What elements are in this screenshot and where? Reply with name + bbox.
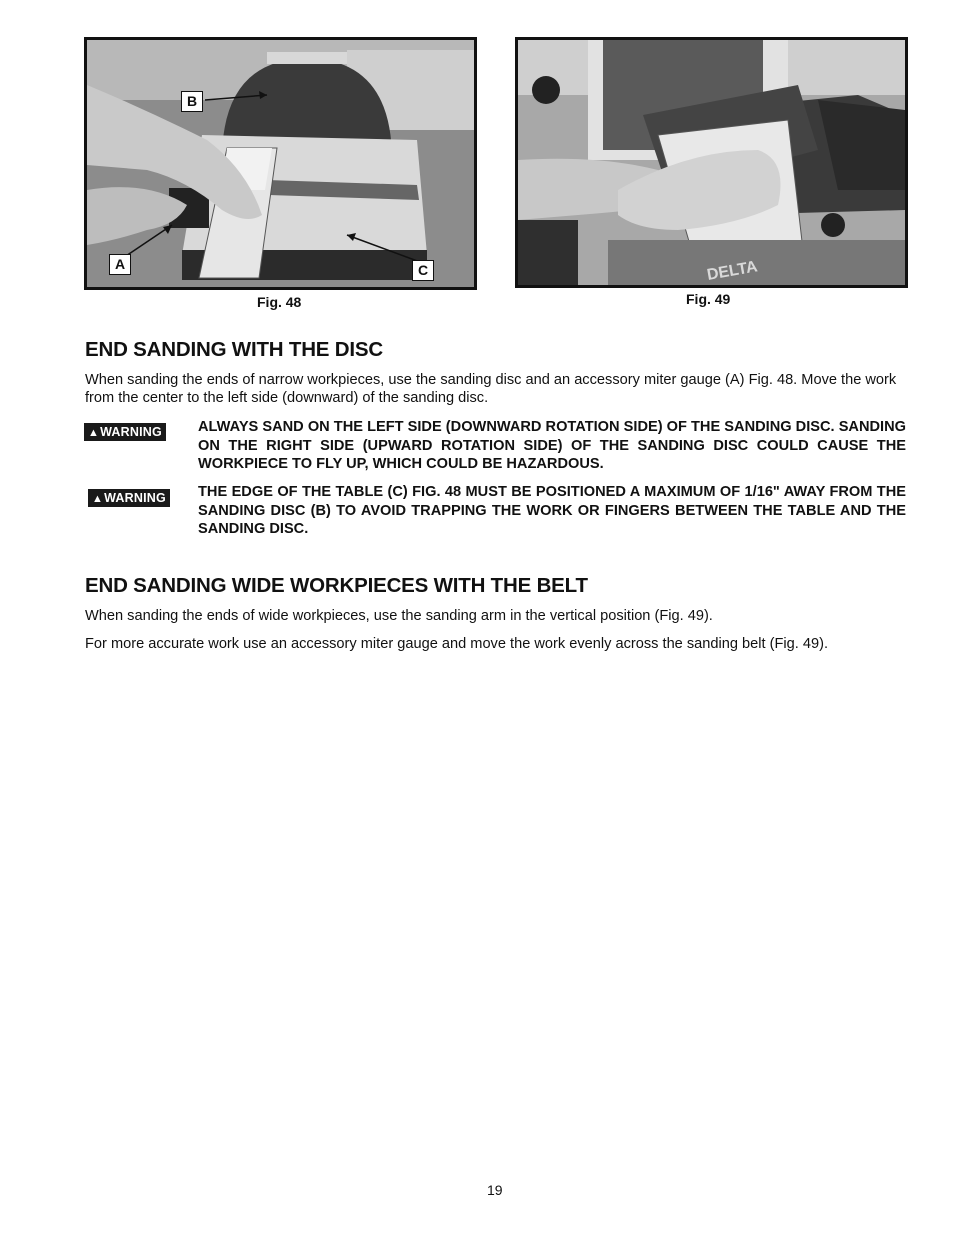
warning-badge-2 [88,489,170,507]
figure-48-caption: Fig. 48 [257,294,302,310]
warning-badge-label: WARNING [104,491,166,505]
delta-brand-mark: DELTA [705,258,759,284]
warning-badge-label: WARNING [100,425,162,439]
section-1-body: When sanding the ends of narrow workpieces, use the sanding disc and an accessory miter gauge (A) Fig. 48. Move the work from the center to the left side (downward) of the sanding disc. [85,372,897,406]
callout-b: B [181,91,203,112]
warning-triangle-icon: ▲ [88,427,100,439]
section-2-paragraph-2: For more accurate work use an accessory miter gauge and move the work evenly across the sanding belt (Fig. 49). [85,636,829,652]
warning-badge-1 [84,423,166,441]
section-2-paragraph-1: When sanding the ends of wide workpieces, use the sanding arm in the vertical position (Fig. 49). [85,608,713,624]
warning-text-1: ALWAYS SAND ON THE LEFT SIDE (DOWNWARD ROTATION SIDE) OF THE SANDING DISC. SANDING ON THE RIGHT SIDE (UPWARD ROTATION SIDE) OF THE SANDING DISC COULD CAUSE THE WORKPIECE TO FLY UP, WHICH COULD BE HAZARDOUS. [198,419,906,472]
figure-48-illustration [87,40,474,287]
callout-c: C [412,260,434,281]
figure-49-caption: Fig. 49 [686,291,731,307]
figure-49-illustration [518,40,905,285]
figure-48-photo [84,37,477,290]
callout-a: A [109,254,131,275]
section-heading-disc: END SANDING WITH THE DISC [85,338,383,361]
section-heading-belt: END SANDING WIDE WORKPIECES WITH THE BELT [85,574,588,597]
figure-49-photo [515,37,908,288]
warning-text-2: THE EDGE OF THE TABLE (C) FIG. 48 MUST BE POSITIONED A MAXIMUM OF 1/16" AWAY FROM THE SANDING DISC (B) TO AVOID TRAPPING THE WORK OR FINGERS BETWEEN THE TABLE AND THE SANDING DISC. [198,484,906,537]
page-number: 19 [487,1182,503,1198]
warning-triangle-icon: ▲ [92,493,104,505]
